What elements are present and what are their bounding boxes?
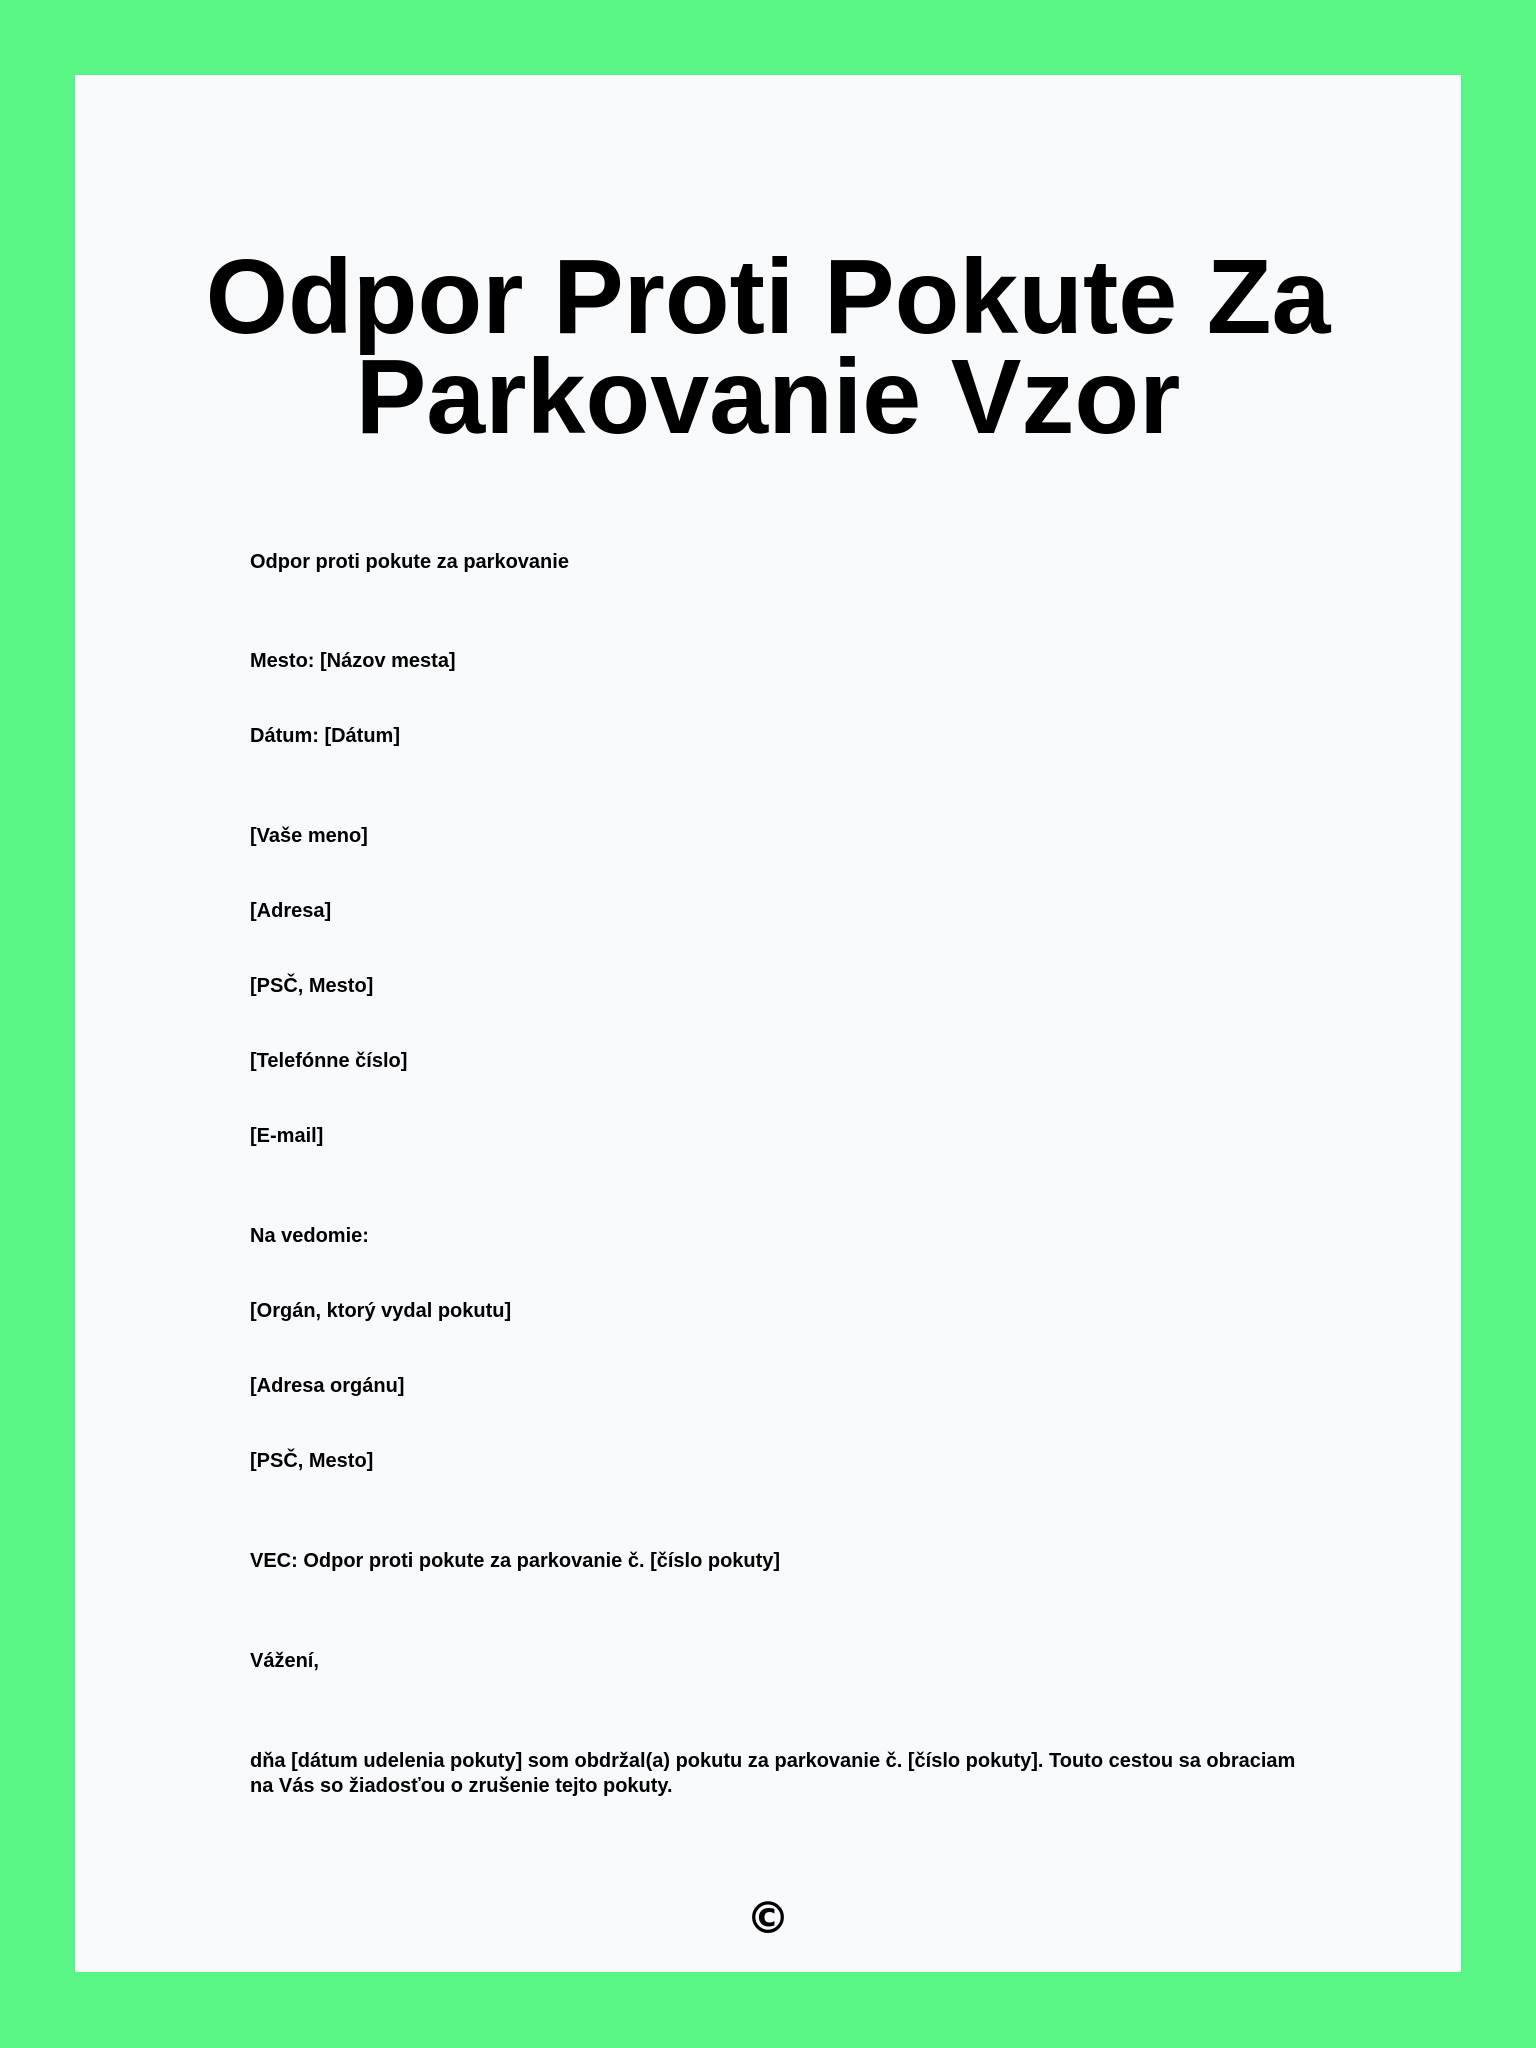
recipient-address: [Adresa orgánu] [250, 1375, 405, 1397]
document-page [75, 75, 1461, 1972]
sender-email: [E-mail] [250, 1125, 324, 1147]
document-title: Odpor Proti Pokute Za Parkovanie Vzor [205, 238, 1331, 456]
recipient-intro: Na vedomie: [250, 1225, 369, 1247]
place-line: Mesto: [Názov mesta] [250, 650, 456, 672]
sender-name: [Vaše meno] [250, 825, 368, 847]
salutation: Vážení, [250, 1650, 319, 1672]
sender-zip-city: [PSČ, Mesto] [250, 975, 374, 997]
letter-heading: Odpor proti pokute za parkovanie [250, 551, 569, 573]
body-paragraph: dňa [dátum udelenia pokuty] som obdržal(a) pokutu za parkovanie č. [číslo pokuty]. Touto cestou sa obraciam na Vás so žiadosťou o zrušenie tejto pokuty. [250, 1750, 1296, 1797]
sender-address: [Adresa] [250, 900, 332, 922]
subject-line: VEC: Odpor proti pokute za parkovanie č. [číslo pokuty] [250, 1550, 781, 1572]
recipient-zip-city: [PSČ, Mesto] [250, 1450, 374, 1472]
sender-phone: [Telefónne číslo] [250, 1050, 408, 1072]
copyright-icon: © [746, 1893, 790, 1944]
date-line: Dátum: [Dátum] [250, 725, 400, 747]
recipient-authority: [Orgán, ktorý vydal pokutu] [250, 1300, 512, 1322]
